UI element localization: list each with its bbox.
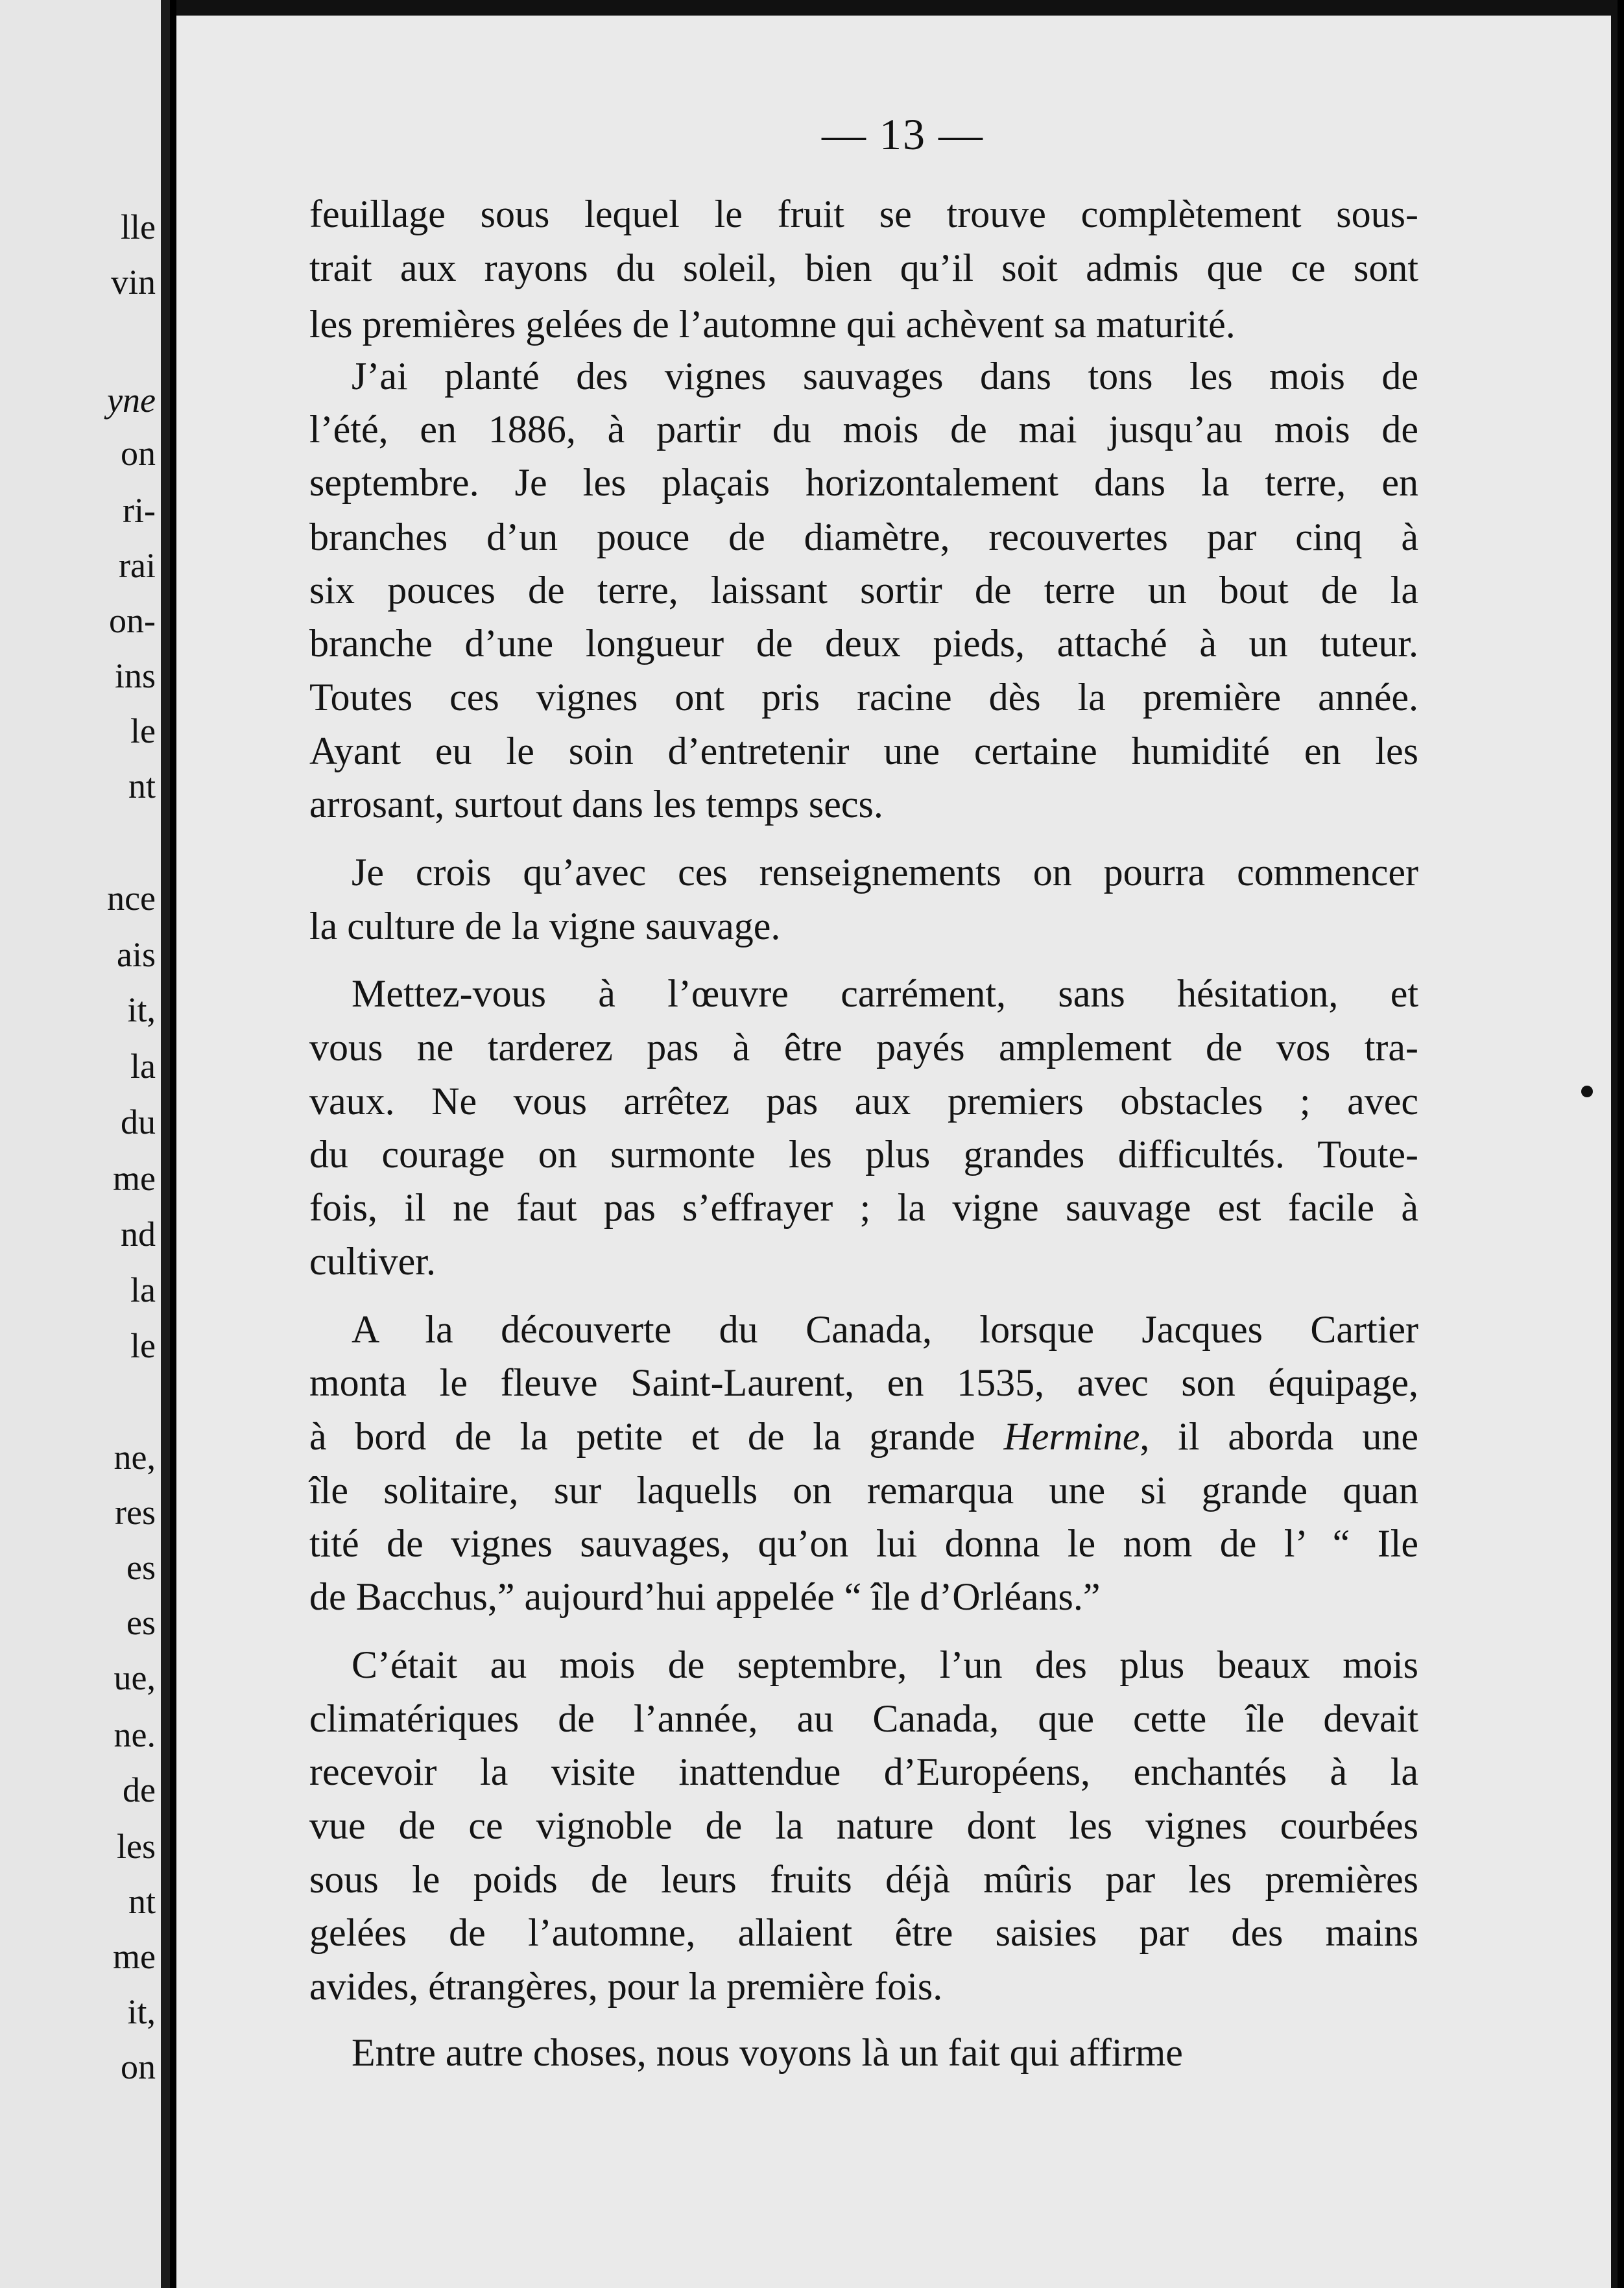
scan-border-top (176, 0, 1618, 16)
left-page-line: lle (121, 208, 156, 246)
text-line: septembre. Je les plaçais horizontalement dans la terre, en (309, 461, 1418, 504)
left-page-line: nd (121, 1215, 156, 1254)
text-line: vue de ce vignoble de la nature dont les vignes courbées (309, 1804, 1418, 1847)
left-page-line: on- (109, 601, 156, 640)
text-line: J’ai planté des vignes sauvages dans tons les mois de (352, 355, 1418, 398)
text-line: Je crois qu’avec ces renseignements on pourra commencer (352, 851, 1418, 894)
left-page-line: le (130, 711, 156, 750)
text-line: la culture de la vigne sauvage. (309, 905, 781, 947)
text-line: vous ne tarderez pas à être payés amplement de vos tra- (309, 1026, 1418, 1069)
text-line: de Bacchus,” aujourd’hui appelée “ île d’Orléans.” (309, 1575, 1101, 1618)
text-line: trait aux rayons du soleil, bien qu’il soit admis que ce sont (309, 246, 1418, 289)
ship-name: Hermine (1003, 1415, 1140, 1458)
text-line: feuillage sous lequel le fruit se trouve complètement sous- (309, 193, 1418, 235)
left-page-line: vin (110, 263, 156, 302)
text-line: tité de vignes sauvages, qu’on lui donna le nom de l’ “ Ile (309, 1522, 1418, 1565)
left-page-line: ne. (113, 1715, 156, 1754)
left-page-fragment (0, 0, 170, 2288)
text-line: du courage on surmonte les plus grandes difficultés. Toute- (309, 1133, 1418, 1176)
left-page-line: res (115, 1493, 156, 1532)
left-page-line: ne, (113, 1438, 156, 1477)
left-page-line: de (123, 1770, 156, 1809)
text-line: fois, il ne faut pas s’effrayer ; la vigne sauvage est facile à (309, 1186, 1418, 1229)
left-page-line: nt (128, 767, 156, 805)
text-line: avides, étrangères, pour la première fois. (309, 1965, 943, 2008)
left-page-line: on (121, 434, 156, 473)
left-page-line: le (130, 1326, 156, 1365)
page-number: — 13 — (822, 110, 984, 159)
page-gutter (161, 0, 170, 2288)
scan-speck (1581, 1086, 1593, 1097)
text-line: branche d’une longueur de deux pieds, attaché à un tuteur. (309, 622, 1418, 665)
text-line: six pouces de terre, laissant sortir de terre un bout de la (309, 569, 1418, 612)
left-page-line: ue, (113, 1658, 156, 1697)
text-line: l’été, en 1886, à partir du mois de mai jusqu’au mois de (309, 408, 1418, 451)
text-line: les premières gelées de l’automne qui achèvent sa maturité. (309, 303, 1236, 346)
left-page-line: ais (117, 935, 156, 974)
text-line: cultiver. (309, 1240, 436, 1283)
left-page-line: me (113, 1937, 156, 1976)
left-page-line: es (126, 1603, 156, 1642)
text-line: vaux. Ne vous arrêtez pas aux premiers obstacles ; avec (309, 1080, 1418, 1123)
text-line: Entre autre choses, nous voyons là un fait qui affirme (352, 2031, 1183, 2074)
text-line: sous le poids de leurs fruits déjà mûris par les premières (309, 1858, 1418, 1901)
text-line: A la découverte du Canada, lorsque Jacques Cartier (352, 1308, 1418, 1351)
left-page-line: on (121, 2047, 156, 2086)
text-line: Ayant eu le soin d’entretenir une certaine humidité en les (309, 730, 1418, 772)
left-page-line: me (113, 1159, 156, 1198)
text-line: climatériques de l’année, au Canada, que cette île devait (309, 1697, 1418, 1740)
left-page-line: du (121, 1102, 156, 1141)
left-page-line: it, (127, 990, 156, 1029)
left-page-line: nce (107, 879, 156, 918)
text-line: monta le fleuve Saint-Laurent, en 1535, avec son équipage, (309, 1361, 1418, 1404)
left-page-line: la (130, 1270, 156, 1309)
text-line: recevoir la visite inattendue d’Européens, enchantés à la (309, 1750, 1418, 1793)
left-page-line: it, (127, 1992, 156, 2031)
text-line: gelées de l’automne, allaient être saisies par des mains (309, 1911, 1418, 1954)
text-line: C’était au mois de septembre, l’un des plus beaux mois (352, 1643, 1418, 1686)
left-page-line: es (126, 1548, 156, 1587)
text-line: île solitaire, sur laquells on remarqua une si grande quan (309, 1469, 1418, 1512)
scan-border-right (1611, 0, 1618, 2288)
left-page-line: la (130, 1047, 156, 1086)
left-page-line: nt (128, 1882, 156, 1921)
left-page-line: ri- (123, 491, 156, 530)
text-line: Toutes ces vignes ont pris racine dès la première année. (309, 676, 1418, 719)
text-line: branches d’un pouce de diamètre, recouvertes par cinq à (309, 516, 1418, 558)
left-page-line: ins (114, 656, 156, 695)
left-page-line: les (117, 1827, 156, 1866)
left-page-line: rai (119, 546, 156, 585)
left-page-line: yne (107, 381, 156, 420)
text-line: Mettez-vous à l’œuvre carrément, sans hésitation, et (352, 972, 1418, 1015)
text-line: arrosant, surtout dans les temps secs. (309, 783, 883, 826)
text-line: à bord de la petite et de la grande Hermine, il aborda une (309, 1415, 1418, 1458)
scanned-page (176, 0, 1618, 2288)
